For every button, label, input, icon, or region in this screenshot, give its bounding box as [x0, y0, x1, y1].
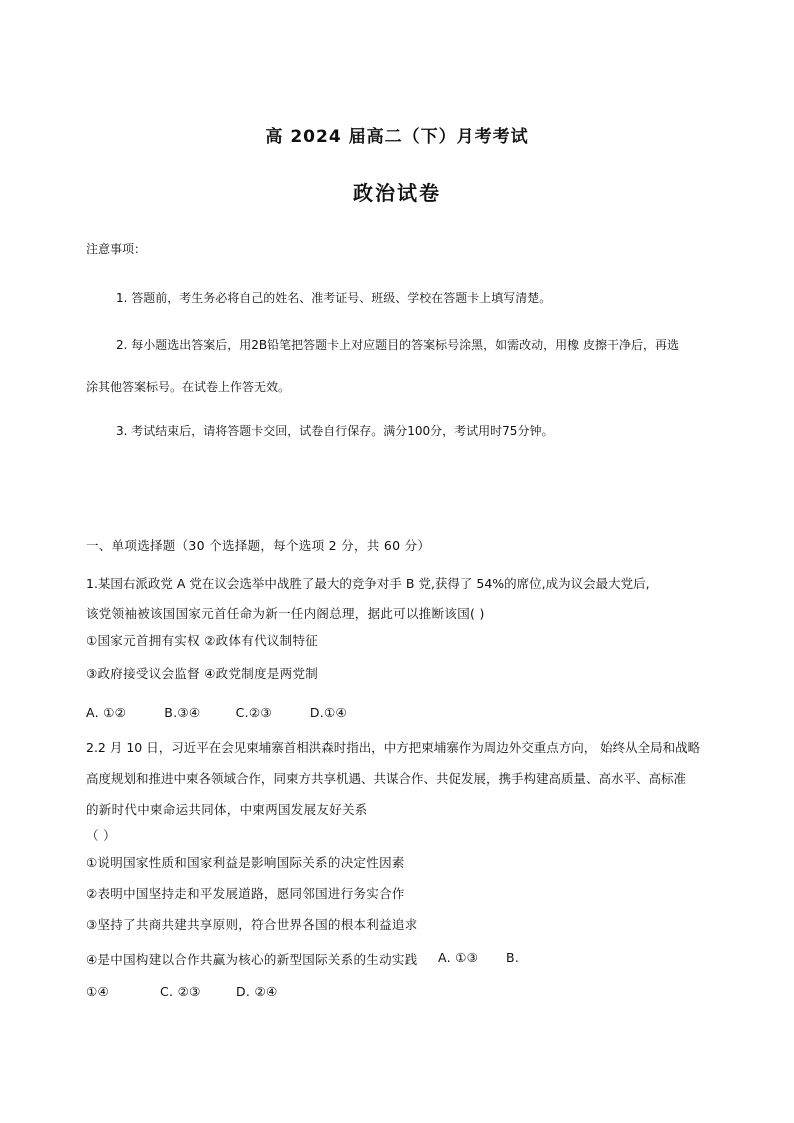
q2-stem-line3: 的新时代中柬命运共同体，中柬两国发展友好关系 [86, 802, 368, 817]
q2-stem-line2: 高度规划和推进中柬各领域合作，同柬方共享机遇、共谋合作、共促发展，携手构建高质量、高水平、高标准 [86, 771, 687, 786]
q2-statement-2: ②表明中国坚持走和平发展道路，愿同邻国进行务实合作 [86, 886, 405, 901]
q1-option-d: D.①④ [309, 705, 348, 720]
q2-statement-3: ③坚持了共商共建共享原则，符合世界各国的根本利益追求 [86, 917, 418, 932]
q1-statements-1: ①国家元首拥有实权 ②政体有代议制特征 [86, 633, 319, 648]
q2-option-a: A. ①③ [438, 950, 479, 965]
notice-item-1: 1. 答题前，考生务必将自己的姓名、准考证号、班级、学校在答题卡上填写清楚。 [116, 291, 552, 305]
q1-option-a: A. ①② [86, 705, 127, 720]
q2-statement-1: ①说明国家性质和国家利益是影响国际关系的决定性因素 [86, 855, 405, 870]
subject-title: 政治试卷 [353, 181, 441, 205]
q2-option-b-value: ①④ [86, 984, 110, 999]
q2-stem-line1: 2.2 月 10 日，习近平在会见柬埔寨首相洪森时指出，中方把柬埔寨作为周边外交重点方向， 始终从全局和战略 [86, 740, 701, 755]
q1-options [86, 705, 347, 720]
q2-option-d: D. ②④ [236, 984, 278, 999]
q1-option-b: B.③④ [164, 705, 201, 720]
q1-stem-line1: 1.某国右派政党 A 党在议会选举中战胜了最大的竞争对手 B 党,获得了 54%的席位,成为议会最大党后, [86, 576, 650, 591]
q2-option-c: C. ②③ [160, 984, 201, 999]
q2-answer-paren: （ ） [86, 828, 116, 843]
notice-item-3: 3. 考试结束后，请将答题卡交回，试卷自行保存。满分100分，考试用时75分钟。 [116, 424, 554, 438]
q1-option-c: C.②③ [235, 705, 272, 720]
q1-statements-2: ③政府接受议会监督 ④政党制度是两党制 [86, 666, 319, 681]
q2-statement-4: ④是中国构建以合作共赢为核心的新型国际关系的生动实践 [86, 952, 418, 967]
notice-item-2: 2. 每小题选出答案后，用2B铅笔把答题卡上对应题目的答案标号涂黑，如需改动，用橡 皮擦干净后，再选 [116, 338, 679, 352]
q1-stem-line2: 该党领袖被该国国家元首任命为新一任内阁总理，据此可以推断该国( ) [86, 606, 485, 621]
notice-item-2-cont: 涂其他答案标号。在试卷上作答无效。 [86, 380, 291, 394]
exam-title: 高 2024 届高二（下）月考考试 [265, 127, 529, 147]
q2-option-b: B. [506, 950, 520, 965]
section-heading: 一、单项选择题（30 个选择题，每个选项 2 分，共 60 分） [86, 538, 431, 553]
notice-heading: 注意事项： [86, 242, 147, 256]
